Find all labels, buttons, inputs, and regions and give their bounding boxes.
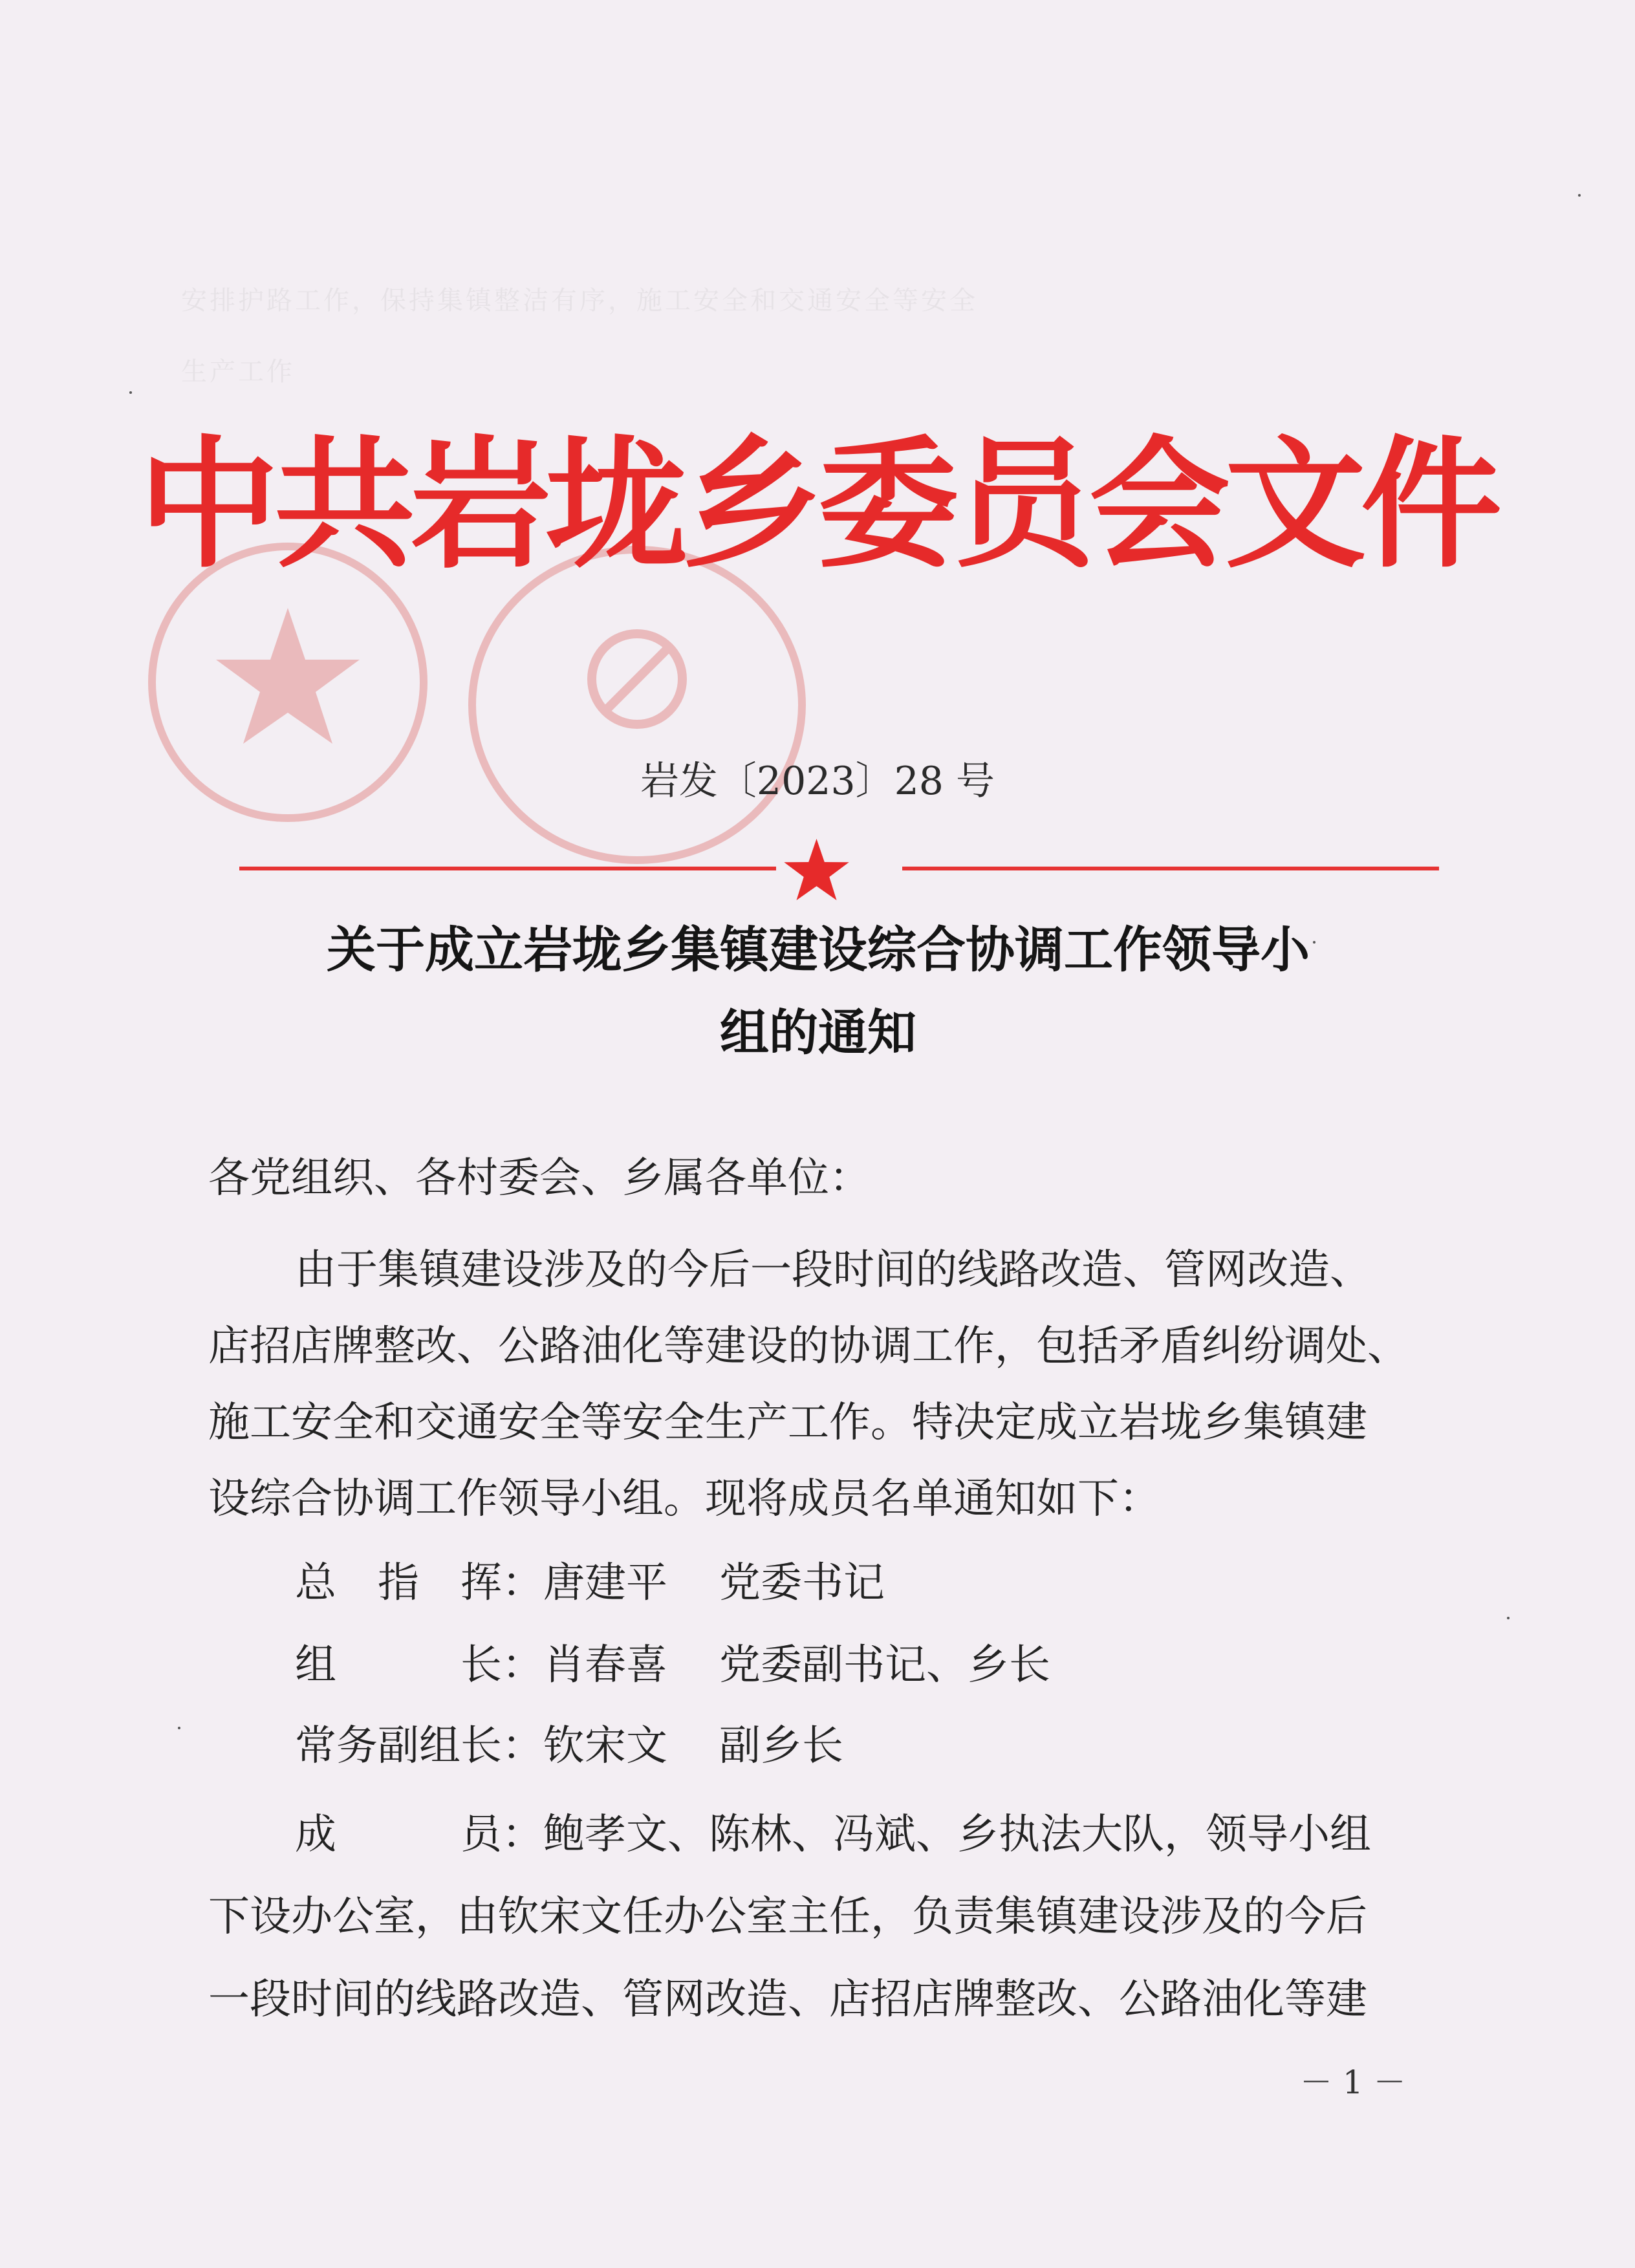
paragraph-line: 施工安全和交通安全等安全生产工作。特决定成立岩垅乡集镇建 <box>208 1399 1367 1447</box>
member-role: 常务副组长： <box>295 1722 543 1770</box>
members-line: 成 员：鲍孝文、陈林、冯斌、乡执法大队，领导小组 <box>295 1811 1371 1859</box>
red-star-icon <box>783 837 850 902</box>
member-role: 组 长： <box>295 1641 543 1689</box>
scan-speck <box>178 1727 180 1729</box>
scan-speck <box>1578 194 1581 197</box>
member-row-deputy <box>295 1720 843 1772</box>
notice-title-line1: 关于成立岩垅乡集镇建设综合协调工作领导小 <box>327 921 1310 978</box>
member-name: 肖春喜 <box>543 1641 667 1689</box>
red-rule-right <box>902 867 1439 870</box>
notice-title <box>188 909 1449 1074</box>
member-row-commander <box>295 1557 885 1609</box>
red-rule-left <box>239 867 776 870</box>
document-number: 岩发〔2023〕28 号 <box>640 759 995 804</box>
member-position: 党委书记 <box>719 1559 885 1607</box>
paragraph-line: 下设办公室，由钦宋文任办公室主任，负责集镇建设涉及的今后 <box>208 1893 1367 1941</box>
paragraph-line: 店招店牌整改、公路油化等建设的协调工作，包括矛盾纠纷调处、 <box>208 1323 1409 1370</box>
member-name: 唐建平 <box>543 1559 667 1607</box>
bleed-through-text: 安排护路工作，保持集镇整洁有序，施工安全和交通安全等安全 生产工作 <box>181 286 978 387</box>
scan-speck <box>129 391 132 394</box>
scan-speck <box>1313 941 1316 944</box>
document-header-title: 中共岩垅乡委员会文件 <box>138 422 1497 587</box>
member-name: 钦宋文 <box>543 1722 667 1770</box>
paragraph-line: 一段时间的线路改造、管网改造、店招店牌整改、公路油化等建 <box>208 1976 1367 2024</box>
paragraph-line: 设综合协调工作领导小组。现将成员名单通知如下： <box>208 1475 1160 1523</box>
member-role: 总 指 挥： <box>295 1559 543 1607</box>
member-position: 副乡长 <box>719 1722 843 1770</box>
paragraph-line: 由于集镇建设涉及的今后一段时间的线路改造、管网改造、 <box>295 1246 1371 1294</box>
page-number: － 1 － <box>1300 2064 1406 2101</box>
member-row-leader <box>295 1639 1050 1691</box>
scan-speck <box>1507 1617 1510 1619</box>
salutation: 各党组织、各村委会、乡属各单位： <box>208 1154 871 1202</box>
member-position: 党委副书记、乡长 <box>719 1641 1050 1689</box>
notice-title-line2: 组的通知 <box>720 1004 916 1061</box>
